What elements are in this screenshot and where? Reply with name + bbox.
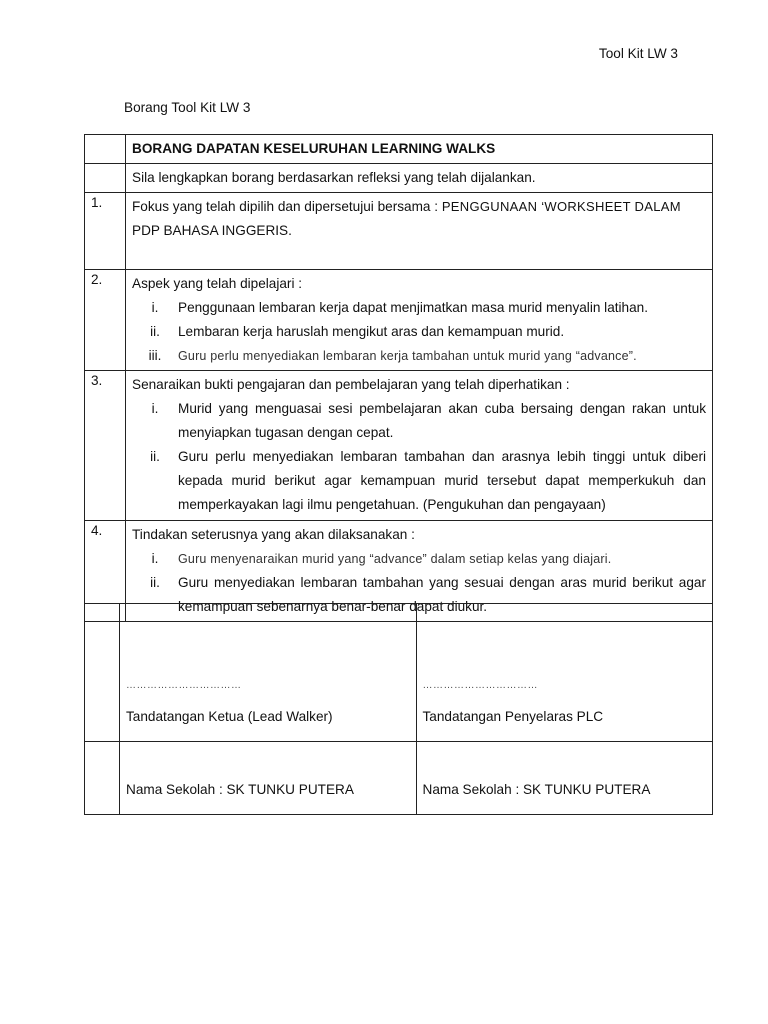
list-item — [132, 344, 706, 368]
list-item — [132, 445, 706, 517]
section-lead: Tindakan seterusnya yang akan dilaksanakan : — [132, 527, 415, 542]
section-content — [126, 193, 713, 270]
form-title: BORANG DAPATAN KESELURUHAN LEARNING WALKS — [132, 141, 496, 156]
item-marker: ii. — [150, 324, 160, 339]
empty-cell — [85, 742, 120, 815]
section-3 — [85, 371, 713, 521]
item-text: Guru perlu menyediakan lembaran kerja tambahan untuk murid yang “advance”. — [178, 349, 637, 363]
form-label: Borang Tool Kit LW 3 — [124, 100, 251, 115]
section-2 — [85, 270, 713, 371]
findings-form-table — [84, 134, 713, 622]
item-text: Murid yang menguasai sesi pembelajaran akan cuba bersaing dengan rakan untuk menyiapkan tugasan dengan cepat. — [178, 401, 706, 440]
item-text: Guru menyediakan lembaran tambahan yang sesuai dengan aras murid berikut agar kemampuan sebenarnya benar-benar dapat diukur. — [178, 575, 706, 614]
list-item — [132, 397, 706, 445]
section-1 — [85, 193, 713, 270]
school-name-left: Nama Sekolah : SK TUNKU PUTERA — [126, 782, 354, 797]
lead-walker-signature-label: Tandatangan Ketua (Lead Walker) — [126, 709, 333, 724]
section-number: 1. — [85, 193, 126, 270]
item-marker: ii. — [150, 575, 160, 590]
lead-walker-signature-cell — [120, 604, 417, 742]
item-list — [132, 296, 706, 368]
section-content — [126, 371, 713, 521]
section-lead: Fokus yang telah dipilih dan dipersetujui bersama : — [132, 199, 439, 214]
form-intro: Sila lengkapkan borang berdasarkan refleksi yang telah dijalankan. — [126, 164, 713, 193]
school-name-cell — [120, 742, 417, 815]
item-marker: ii. — [150, 449, 160, 464]
plc-coordinator-signature-cell — [416, 604, 713, 742]
school-name-cell — [416, 742, 713, 815]
list-item — [132, 547, 706, 571]
signature-line: …………………………… — [422, 680, 538, 691]
section-content — [126, 270, 713, 371]
section-lead: Senaraikan bukti pengajaran dan pembelajaran yang telah diperhatikan : — [132, 377, 570, 392]
item-marker: iii. — [148, 348, 162, 363]
item-text: Guru menyenaraikan murid yang “advance” dalam setiap kelas yang diajari. — [178, 552, 612, 566]
empty-cell — [85, 135, 126, 164]
focus-text: PENGGUNAAN ‘WORKSHEET DALAM — [441, 199, 681, 214]
section-lead: Aspek yang telah dipelajari : — [132, 276, 303, 291]
item-text: Lembaran kerja haruslah mengikut aras dan kemampuan murid. — [178, 324, 565, 339]
list-item — [132, 320, 706, 344]
plc-coordinator-signature-label: Tandatangan Penyelaras PLC — [422, 709, 604, 724]
section-number: 2. — [85, 270, 126, 371]
item-list — [132, 397, 706, 517]
item-marker: i. — [151, 300, 159, 315]
signature-table — [84, 603, 713, 815]
header-code: Tool Kit LW 3 — [598, 46, 678, 61]
item-marker: i. — [151, 551, 159, 566]
item-text: Penggunaan lembaran kerja dapat menjimatkan masa murid menyalin latihan. — [178, 300, 649, 315]
item-marker: i. — [151, 401, 159, 416]
focus-text-continued: PDP BAHASA INGGERIS. — [132, 223, 292, 238]
school-name-right: Nama Sekolah : SK TUNKU PUTERA — [422, 782, 651, 797]
empty-cell — [85, 604, 120, 742]
section-number: 3. — [85, 371, 126, 521]
form-title-cell — [126, 135, 713, 164]
list-item — [132, 296, 706, 320]
empty-cell — [85, 164, 126, 193]
section-number: 4. — [85, 521, 126, 622]
item-text: Guru perlu menyediakan lembaran tambahan dan arasnya lebih tinggi untuk diberi kepada murid berikut agar kemampuan murid tersebut dapat memperkukuh dan memperkayakan lagi ilmu pengetahuan. (Pengukuhan dan pengayaan) — [178, 449, 706, 512]
signature-line: …………………………… — [126, 680, 242, 691]
